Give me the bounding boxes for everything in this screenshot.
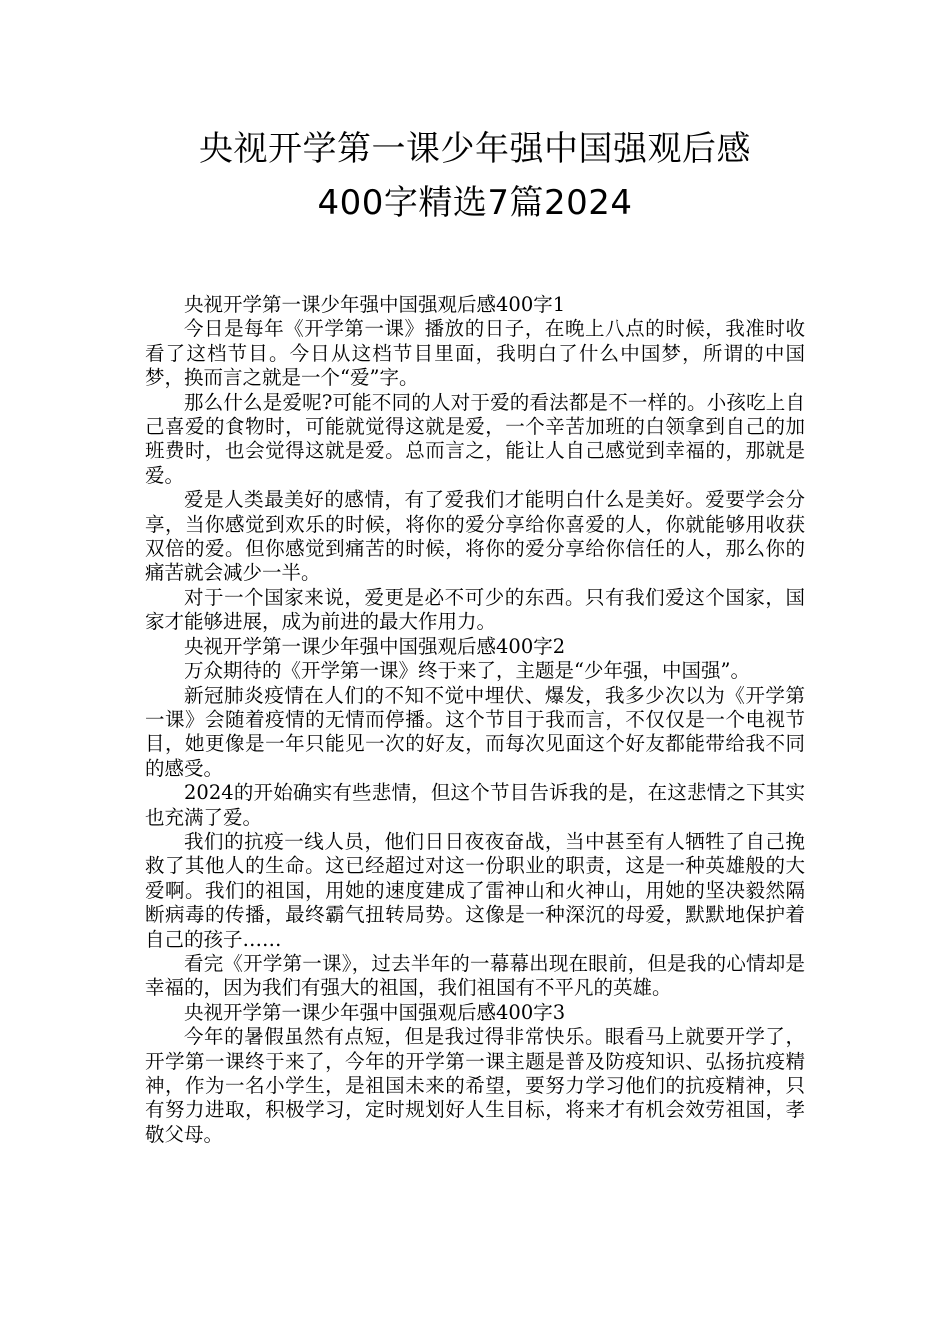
title-line-1: 央视开学第一课少年强中国强观后感 <box>199 129 751 169</box>
paragraph: 爱是人类最美好的感情，有了爱我们才能明白什么是美好。爱要学会分享，当你感觉到欢乐的时候，将你的爱分享给你喜爱的人，你就能够用收获双倍的爱。但你感觉到痛苦的时候，将你的爱分享给你信任的人，那么你的痛苦就会减少一半。 <box>145 488 805 585</box>
document-body <box>145 293 805 1147</box>
paragraph: 我们的抗疫一线人员，他们日日夜夜奋战，当中甚至有人牺牲了自己挽救了其他人的生命。这已经超过对这一份职业的职责，这是一种英雄般的大爱啊。我们的祖国，用她的速度建成了雷神山和火神山，用她的坚决毅然隔断病毒的传播，最终霸气扭转局势。这像是一种深沉的母爱，默默地保护着自己的孩子…… <box>145 829 805 951</box>
paragraph: 新冠肺炎疫情在人们的不知不觉中埋伏、爆发，我多少次以为《开学第一课》会随着疫情的无情而停播。这个节目于我而言，不仅仅是一个电视节目，她更像是一年只能见一次的好友，而每次见面这个好友都能带给我不同的感受。 <box>145 683 805 780</box>
section-heading-2: 央视开学第一课少年强中国强观后感400字2 <box>184 634 566 658</box>
paragraph: 看完《开学第一课》，过去半年的一幕幕出现在眼前，但是我的心情却是幸福的，因为我们有强大的祖国，我们祖国有不平凡的英雄。 <box>145 951 805 1000</box>
paragraph: 那么什么是爱呢?可能不同的人对于爱的看法都是不一样的。小孩吃上自己喜爱的食物时，可能就觉得这就是爱，一个辛苦加班的白领拿到自己的加班费时，也会觉得这就是爱。总而言之，能让人自己感觉到幸福的，那就是爱。 <box>145 390 805 487</box>
section-heading-1: 央视开学第一课少年强中国强观后感400字1 <box>184 293 566 316</box>
section-heading-3: 央视开学第一课少年强中国强观后感400字3 <box>184 1000 566 1024</box>
title-line-2: 400字精选7篇2024 <box>317 183 633 223</box>
paragraph: 今年的暑假虽然有点短，但是我过得非常快乐。眼看马上就要开学了，开学第一课终于来了，今年的开学第一课主题是普及防疫知识、弘扬抗疫精神，作为一名小学生，是祖国未来的希望，要努力学习他们的抗疫精神，只有努力进取，积极学习，定时规划好人生目标，将来才有机会效劳祖国，孝敬父母。 <box>145 1025 805 1146</box>
paragraph: 2024的开始确实有些悲情，但这个节目告诉我的是，在这悲情之下其实也充满了爱。 <box>145 781 805 829</box>
paragraph: 对于一个国家来说，爱更是必不可少的东西。只有我们爱这个国家，国家才能够进展，成为前进的最大作用力。 <box>145 585 805 634</box>
document-title <box>0 122 950 230</box>
paragraph: 万众期待的《开学第一课》终于来了，主题是“少年强，中国强”。 <box>184 659 750 683</box>
paragraph: 今日是每年《开学第一课》播放的日子，在晚上八点的时候，我准时收看了这档节目。今日从这档节目里面，我明白了什么中国梦，所谓的中国梦，换而言之就是一个“爱”字。 <box>145 317 805 390</box>
